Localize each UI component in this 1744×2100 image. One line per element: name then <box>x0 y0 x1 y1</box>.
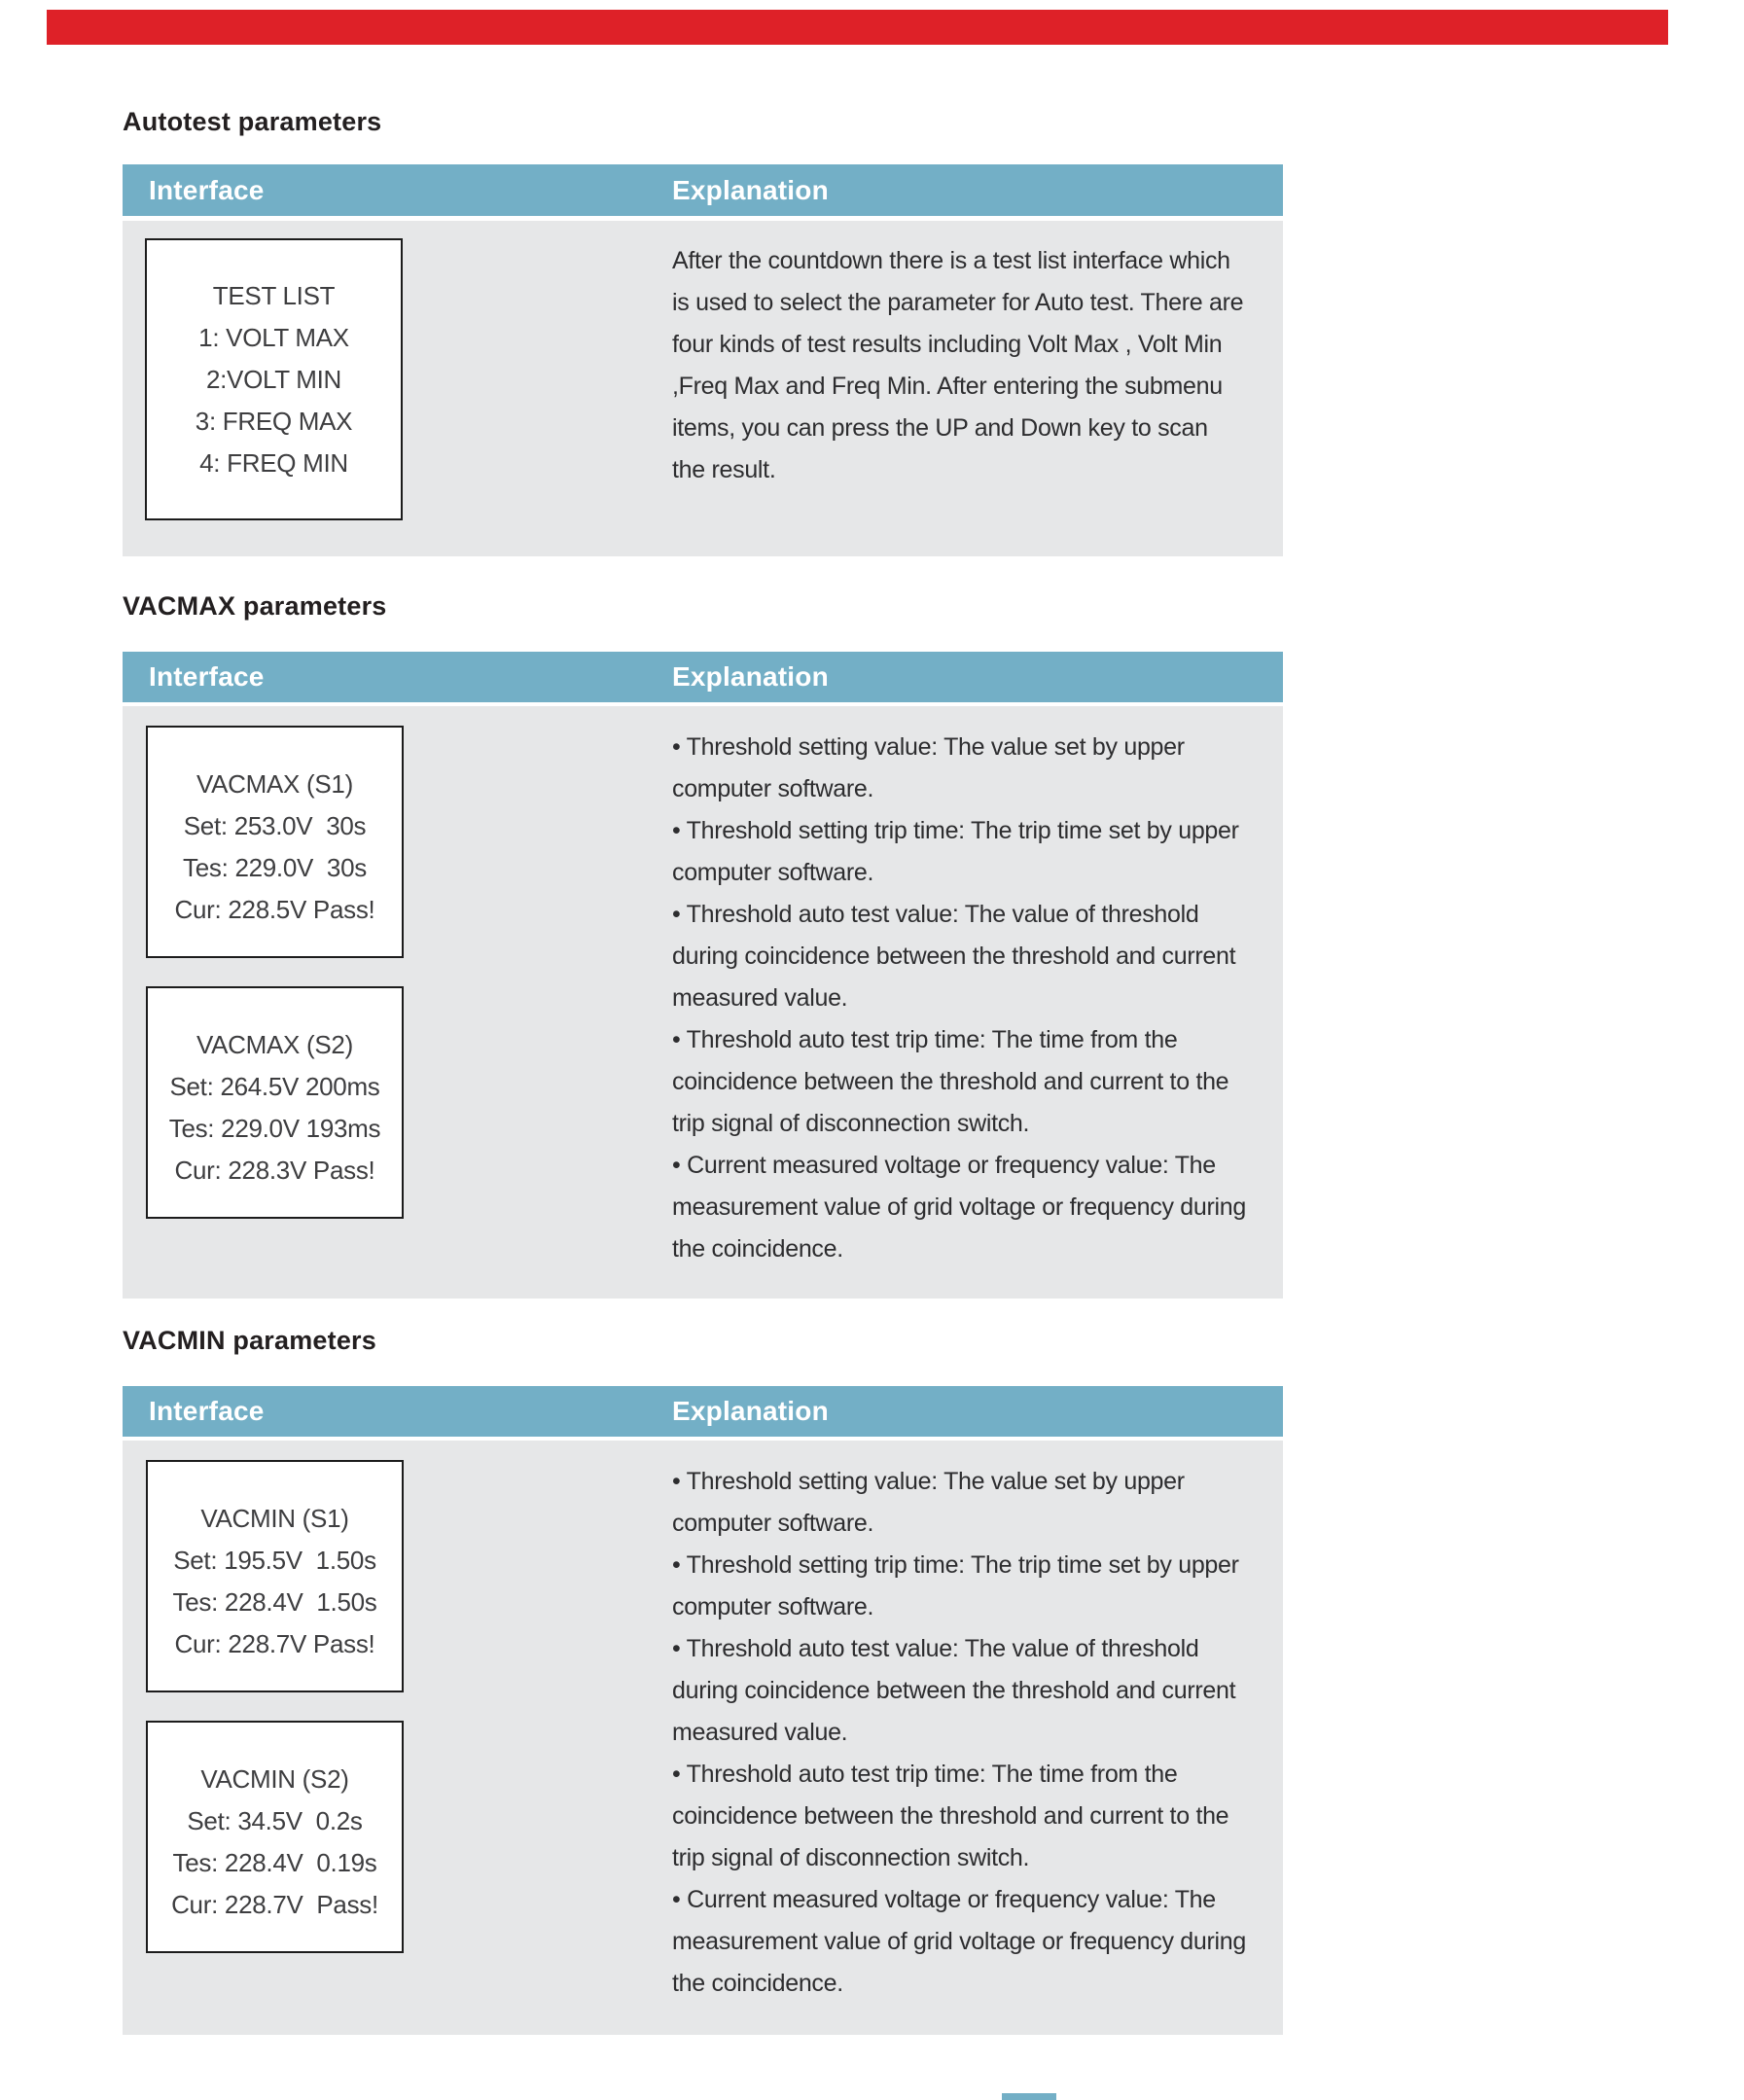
text-line: • Threshold setting trip time: The trip time set by upper <box>672 1551 1239 1579</box>
text-line: • Threshold setting trip time: The trip time set by upper <box>672 817 1239 844</box>
text-line: measurement value of grid voltage or frequency during <box>672 1928 1246 1955</box>
text-line: Set: 264.5V 200ms <box>169 1071 380 1101</box>
column-header-explanation: Explanation <box>672 1396 829 1426</box>
text-line: • Threshold setting value: The value set by upper <box>672 733 1185 761</box>
text-line: 1: VOLT MAX <box>198 322 349 352</box>
text-line: • Current measured voltage or frequency value: The <box>672 1886 1216 1913</box>
text-line: measurement value of grid voltage or frequency during <box>672 1193 1246 1221</box>
section-heading-vacmax: VACMAX parameters <box>123 591 387 621</box>
text-line: ,Freq Max and Freq Min. After entering the submenu <box>672 373 1223 400</box>
text-line: Set: 253.0V 30s <box>183 810 367 840</box>
text-line: computer software. <box>672 1593 874 1620</box>
text-line: • Threshold auto test trip time: The time from the <box>672 1026 1178 1053</box>
vacmax-explanation-text <box>672 727 1287 1270</box>
text-line: 4: FREQ MIN <box>199 447 348 478</box>
autotest-test-list-screen-box <box>145 238 403 520</box>
text-line: 3: FREQ MAX <box>195 406 353 436</box>
text-line: • Threshold auto test value: The value of threshold <box>672 901 1199 928</box>
text-line: VACMAX (S2) <box>196 1029 353 1059</box>
vacmax-s2-screen-box <box>146 986 404 1219</box>
text-line: items, you can press the UP and Down key to scan <box>672 414 1208 442</box>
text-line: during coincidence between the threshold and current <box>672 943 1236 970</box>
vacmin-table-header-row <box>123 1386 1283 1437</box>
text-line: Cur: 228.5V Pass! <box>174 894 375 924</box>
text-line: measured value. <box>672 984 848 1012</box>
section-heading-vacmin: VACMIN parameters <box>123 1326 376 1355</box>
autotest-explanation-text <box>672 240 1287 491</box>
column-header-interface: Interface <box>149 1396 265 1426</box>
text-line: is used to select the parameter for Auto test. There are <box>672 289 1244 316</box>
text-line: coincidence between the threshold and current to the <box>672 1802 1229 1830</box>
text-line: Cur: 228.3V Pass! <box>174 1155 375 1185</box>
text-line: Tes: 229.0V 193ms <box>168 1113 381 1143</box>
vacmin-s2-screen-box <box>146 1721 404 1953</box>
column-header-interface: Interface <box>149 661 265 692</box>
text-line: Tes: 228.4V 1.50s <box>172 1586 377 1617</box>
text-line: computer software. <box>672 775 874 802</box>
text-line: Tes: 228.4V 0.19s <box>172 1847 377 1877</box>
text-line: VACMAX (S1) <box>196 768 353 799</box>
text-line: four kinds of test results including Volt Max , Volt Min <box>672 331 1223 358</box>
column-header-explanation: Explanation <box>672 174 829 205</box>
text-line: coincidence between the threshold and current to the <box>672 1068 1229 1095</box>
text-line: VACMIN (S2) <box>200 1763 349 1794</box>
text-line: • Threshold setting value: The value set by upper <box>672 1468 1185 1495</box>
text-line: computer software. <box>672 1510 874 1537</box>
text-line: Cur: 228.7V Pass! <box>171 1889 378 1919</box>
text-line: • Threshold auto test value: The value of threshold <box>672 1635 1199 1662</box>
text-line: Cur: 228.7V Pass! <box>174 1628 375 1658</box>
text-line: • Threshold auto test trip time: The time from the <box>672 1761 1178 1788</box>
text-line: 2:VOLT MIN <box>205 364 342 394</box>
text-line: After the countdown there is a test list interface which <box>672 247 1230 274</box>
text-line: VACMIN (S1) <box>200 1503 349 1533</box>
vacmax-table-header-row <box>123 652 1283 702</box>
text-line: computer software. <box>672 859 874 886</box>
text-line: Set: 195.5V 1.50s <box>173 1545 376 1575</box>
text-line: during coincidence between the threshold and current <box>672 1677 1236 1704</box>
text-line: TEST LIST <box>212 280 336 310</box>
column-header-interface: Interface <box>149 174 265 205</box>
text-line: measured value. <box>672 1719 848 1746</box>
autotest-table-header-row <box>123 164 1283 216</box>
text-line: Tes: 229.0V 30s <box>183 852 367 882</box>
vacmin-explanation-text <box>672 1461 1287 2005</box>
section-heading-autotest: Autotest parameters <box>123 107 382 136</box>
text-line: trip signal of disconnection switch. <box>672 1110 1030 1137</box>
text-line: the coincidence. <box>672 1235 843 1263</box>
text-line: trip signal of disconnection switch. <box>672 1844 1030 1871</box>
text-line: Set: 34.5V 0.2s <box>187 1805 363 1835</box>
vacmin-s1-screen-box <box>146 1460 404 1692</box>
next-table-header-fragment <box>1002 2093 1056 2100</box>
text-line: • Current measured voltage or frequency value: The <box>672 1152 1216 1179</box>
column-header-explanation: Explanation <box>672 661 829 692</box>
text-line: the coincidence. <box>672 1970 843 1997</box>
vacmax-s1-screen-box <box>146 726 404 958</box>
text-line: the result. <box>672 456 776 483</box>
top-accent-bar <box>47 10 1668 45</box>
